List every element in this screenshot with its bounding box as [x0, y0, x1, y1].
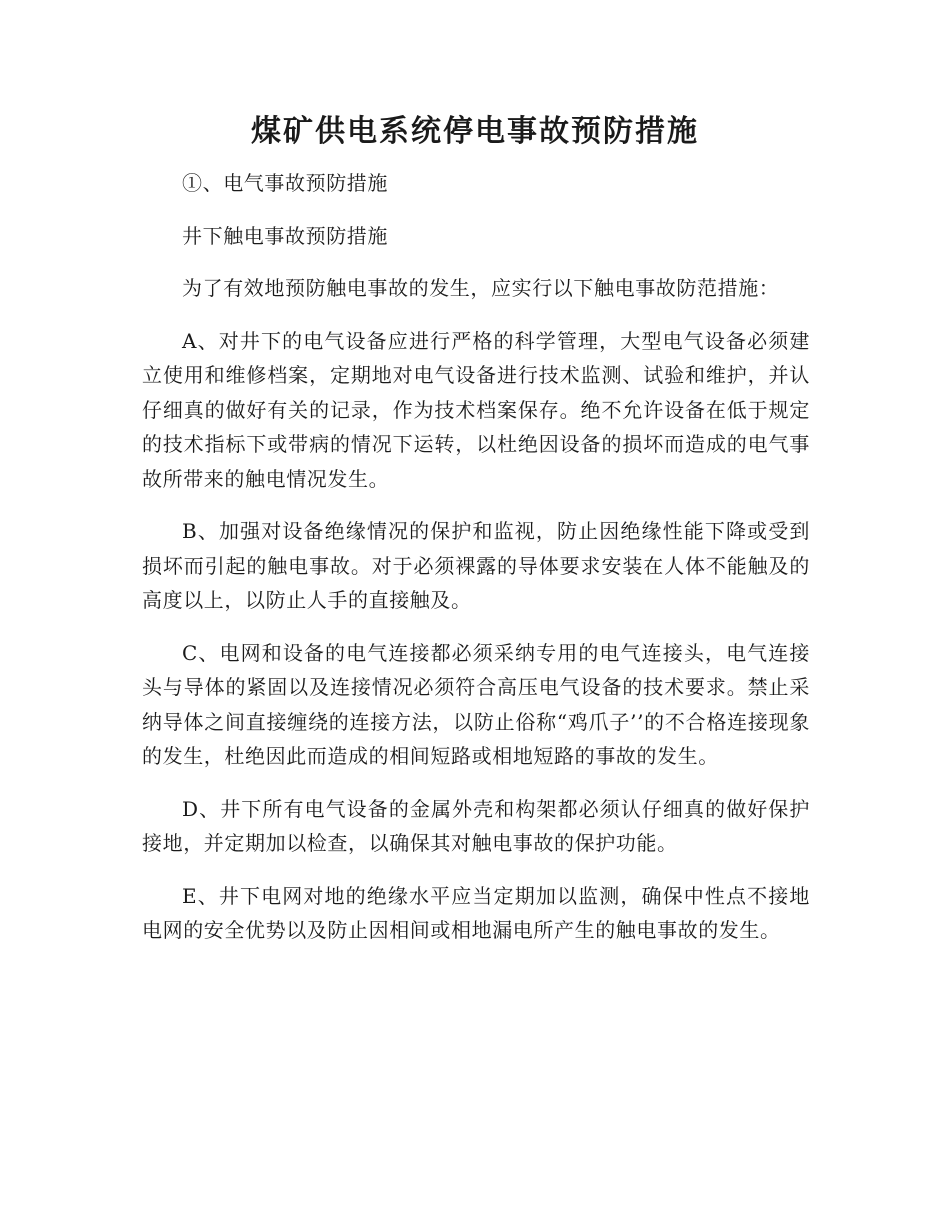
measure-b-paragraph: B、加强对设备绝缘情况的保护和监视，防止因绝缘性能下降或受到损坏而引起的触电事故。对于必须裸露的导体要求安装在人体不能触及的高度以上，以防止人手的直接触及。: [142, 519, 810, 612]
document-title: 煤矿供电系统停电事故预防措施: [251, 114, 699, 149]
measure-e-paragraph: E、井下电网对地的绝缘水平应当定期加以监测，确保中性点不接地电网的安全优势以及防止因相间或相地漏电所产生的触电事故的发生。: [142, 883, 810, 942]
subsection-heading: 井下触电事故预防措施: [182, 223, 388, 248]
document-body: [142, 166, 810, 966]
section-heading: ①、电气事故预防措施: [182, 171, 388, 195]
measure-a-paragraph: A、对井下的电气设备应进行严格的科学管理，大型电气设备必须建立使用和维修档案，定期地对电气设备进行技术监测、试验和维护，并认仔细真的做好有关的记录，作为技术档案保存。绝不允许设备在低于规定的技术指标下或带病的情况下运转，以杜绝因设备的损坏而造成的电气事故所带来的触电情况发生。: [142, 328, 810, 491]
measure-c-paragraph: C、电网和设备的电气连接都必须采纳专用的电气连接头，电气连接头与导体的紧固以及连接情况必须符合高压电气设备的技术要求。禁止采纳导体之间直接缠绕的连接方法，以防止俗称“鸡爪子’’的不合格连接现象的发生，杜绝因此而造成的相间短路或相地短路的事故的发生。: [142, 640, 810, 768]
intro-paragraph: 为了有效地预防触电事故的发生，应实行以下触电事故防范措施：: [182, 276, 780, 300]
measure-d-paragraph: D、井下所有电气设备的金属外壳和构架都必须认仔细真的做好保护接地，并定期加以检查，以确保其对触电事故的保护功能。: [142, 796, 810, 855]
